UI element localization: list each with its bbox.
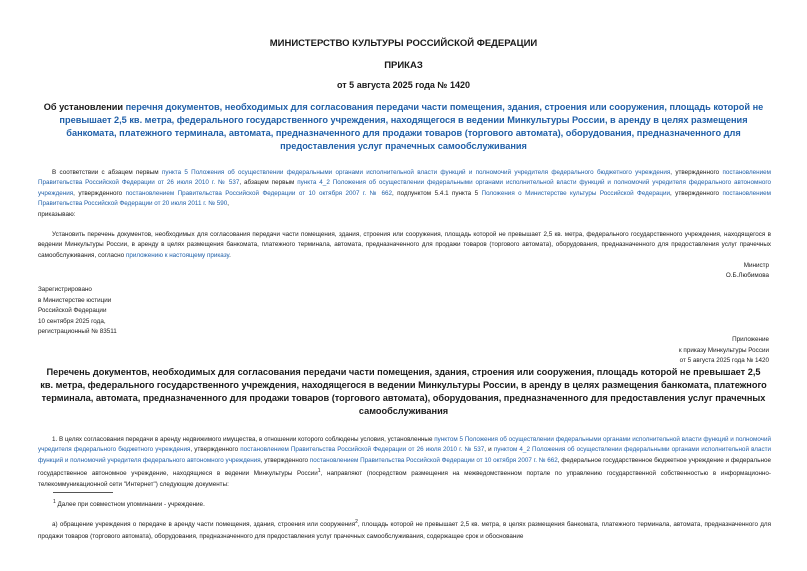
registration-line: регистрационный № 83511: [38, 328, 117, 336]
ministry-heading: МИНИСТЕРСТВО КУЛЬТУРЫ РОССИЙСКОЙ ФЕДЕРАЦИИ: [269, 38, 538, 49]
link-item1-regulation-537[interactable]: пунктом 5 Положения об осуществлении федеральными органами исполнительной власти функций и полномочий учредителя федерального бюджетного учреждения: [38, 436, 771, 454]
document-title: [40, 101, 767, 153]
footnote-ref: 2: [355, 519, 358, 525]
appendix-block: [560, 335, 769, 367]
link-regulation-537[interactable]: пункта 5 Положения об осуществлении федеральными органами исполнительной власти функций и полномочий учредителя федерального бюджетного учреждения: [161, 169, 671, 176]
link-item1-regulation-662[interactable]: пунктом 4_2 Положения об осуществлении федеральными органами исполнительной власти функций и полномочий учредителя федерального автономного учреждения: [38, 446, 772, 464]
text: В соответствии с абзацем первым: [52, 169, 162, 176]
text: , утвержденного: [670, 189, 723, 197]
text: Установить перечень документов, необходимых для согласования передачи части помещения, здания, строения или сооружения, площадь которой не превышает 2,5 кв. метра, федерального государственного учреждения, находящегося в ведении Минкультуры России, в аренду в целях размещения банкомата, платежного терминала, автомата, предназначенного для продажи товаров (торгового автомата), оборудования, предназначенного для предоставления услуг прачечных самообслуживания, согласно: [38, 231, 771, 259]
establish-paragraph: [38, 230, 771, 261]
document-type: ПРИКАЗ: [384, 60, 423, 71]
text: , абзацем первым: [239, 179, 298, 187]
appendix-label: Приложение: [732, 336, 769, 343]
item-1-paragraph: [38, 435, 771, 490]
link-decree-537[interactable]: постановлением Правительства Российской Федерации от 26 июля 2010 г. № 537: [38, 169, 772, 187]
footnote-text: Далее при совместном упоминании - учреждение.: [57, 501, 205, 509]
footnote-separator: [53, 492, 113, 493]
footnote: [53, 497, 771, 511]
link-decree-590[interactable]: постановлением Правительства Российской Федерации от 20 июля 2011 г. № 590: [38, 189, 771, 208]
link-regulation-662[interactable]: пункта 4_2 Положения об осуществлении федеральными органами исполнительной власти функций и полномочий учредителя федерального автономного учреждения: [38, 179, 772, 197]
signature-block: [600, 261, 769, 282]
text: .: [229, 251, 231, 259]
link-item1-decree-662[interactable]: постановлением Правительства Российской Федерации от 10 октября 2007 г. № 662: [309, 456, 558, 464]
signature-name: О.Б.Любимова: [725, 272, 769, 280]
text: , утвержденного: [670, 169, 723, 176]
text: , утвержденного: [260, 456, 310, 464]
registration-line: Российской Федерации: [38, 307, 107, 315]
link-item1-decree-537[interactable]: постановлением Правительства Российской Федерации от 26 июля 2010 г. № 537: [240, 446, 485, 454]
link-appendix[interactable]: приложению к настоящему приказу: [125, 251, 230, 259]
footnote-ref: 1: [317, 468, 321, 475]
order-word: приказываю:: [38, 210, 76, 218]
text: , утвержденного: [73, 189, 126, 197]
text: , площадь которой не превышает 2,5 кв. метра, в целях размещения банкомата, платежного терминала, автомата, предназначенного для продажи товаров (торгового автомата), оборудования, предназначенного для предоставления услуг прачечных самообслуживания, содержащее срок и обоснование: [38, 521, 771, 541]
text: , утвержденного: [190, 446, 241, 454]
footnote-mark: 1: [53, 499, 56, 505]
text: а) обращение учреждения о передаче в аренду части помещения, здания, строения или сооружения: [52, 521, 356, 529]
registration-block: [38, 285, 238, 338]
preamble-paragraph: [38, 168, 771, 220]
title-link[interactable]: перечня документов, необходимых для согласования передачи части помещения, здания, строения или сооружения, площадь которой не превышает 2,5 кв. метра, федерального государственного учреждения, находящегося в ведении Минкультуры России, в аренду в целях размещения банкомата, платежного терминала, автомата, предназначенного для продажи товаров (торгового автомата), оборудования, предназначенного для предоставления услуг прачечных самообслуживания: [59, 102, 764, 151]
title-prefix: Об установлении: [43, 102, 126, 112]
appendix-ref: к приказу Минкультуры России: [678, 346, 769, 354]
text: , федеральное государственное бюджетное учреждение и федеральное государственное автономное учреждение, находящиеся в ведении Минкультуры России: [38, 456, 771, 478]
appendix-title: Перечень документов, необходимых для согласования передачи части помещения, здания, строения или сооружения, площадь которой не превышает 2,5 кв. метра, федерального государственного учреждения, находящегося в ведении Минкультуры России, в аренду в целях размещения банкомата, платежного терминала, автомата, предназначенного для продажи товаров (торгового автомата), оборудования, предназначенного для предоставления услуг прачечных самообслуживания: [40, 367, 767, 416]
text: , и: [484, 446, 494, 454]
link-decree-662[interactable]: постановлением Правительства Российской Федерации от 10 октября 2007 г. № 662: [125, 189, 392, 197]
text: ,: [227, 200, 229, 208]
text: 1. В целях согласования передачи в аренду недвижимого имущества, в отношении которого соблюдены условия, установленные: [52, 436, 435, 443]
link-ministry-regulation[interactable]: Положения о Министерстве культуры Российской Федерации: [481, 189, 670, 197]
text: , направляют (посредством размещения на межведомственном портале по управлению государственной собственностью в информационно-телекоммуникационной сети "Интернет") следующие документы:: [38, 470, 771, 488]
item-a-paragraph: [38, 516, 771, 543]
document-date-number: от 5 августа 2025 года № 1420: [337, 80, 470, 90]
signature-position: Министр: [743, 262, 769, 269]
registration-line: в Министерстве юстиции: [38, 296, 112, 304]
appendix-date: от 5 августа 2025 года № 1420: [679, 357, 769, 365]
registration-line: Зарегистрировано: [38, 286, 92, 293]
text: , подпунктом 5.4.1 пункта 5: [392, 189, 482, 197]
registration-line: 10 сентября 2025 года,: [38, 317, 106, 325]
